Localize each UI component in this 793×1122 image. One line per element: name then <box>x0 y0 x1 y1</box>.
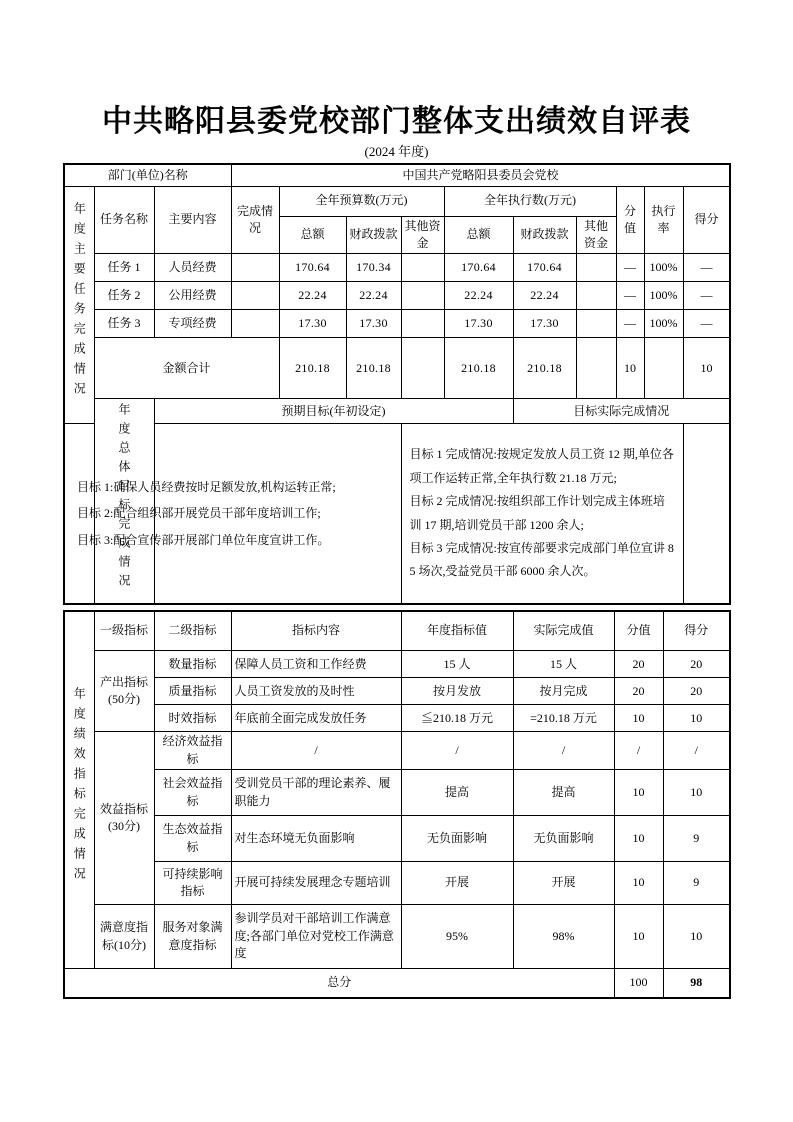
col-exec-total: 总额 <box>444 216 513 254</box>
tasks-header-row-1 <box>64 186 730 216</box>
goals-header-row <box>64 399 730 424</box>
task-exec-total: 17.30 <box>444 310 513 338</box>
indicator-content: 年底前全面完成发放任务 <box>231 705 401 732</box>
col-budget-group: 全年预算数(万元) <box>279 186 444 216</box>
indicator-score-value: 20 <box>614 678 663 705</box>
amount-total-label: 金额合计 <box>94 338 279 399</box>
indicator-score-value: 10 <box>614 905 663 969</box>
task-exec-other <box>576 282 616 310</box>
goals-side-label: 年度总体目标完成情况 <box>117 403 131 594</box>
indicator-target: 开展 <box>401 862 513 905</box>
grand-total-score: 98 <box>663 969 730 998</box>
indicator-target: 提高 <box>401 770 513 816</box>
indicator-row-quality <box>64 678 730 705</box>
task-row-3 <box>64 310 730 338</box>
total-budget-total: 210.18 <box>279 338 346 399</box>
task-exec-rate: 100% <box>644 310 683 338</box>
col-actual-value: 实际完成值 <box>513 611 614 651</box>
col-exec-group: 全年执行数(万元) <box>444 186 616 216</box>
col-budget-other: 其他资金 <box>401 216 444 254</box>
total-exec-fiscal: 210.18 <box>513 338 576 399</box>
total-exec-other <box>576 338 616 399</box>
indicator-score-value: 20 <box>614 651 663 678</box>
indicator-content: / <box>231 732 401 770</box>
task-completion <box>231 282 279 310</box>
actual-goal-1: 目标 1 完成情况:按规定发放人员工资 12 期,单位各项工作运转正常,全年执行数 21.18 万元; <box>409 447 674 485</box>
task-name: 任务 2 <box>94 282 154 310</box>
task-exec-total: 22.24 <box>444 282 513 310</box>
indicator-level2: 质量指标 <box>154 678 231 705</box>
indicator-score: 20 <box>663 678 730 705</box>
task-score-value: — <box>616 282 644 310</box>
task-budget-other <box>401 310 444 338</box>
indicator-actual: 无负面影响 <box>513 816 614 862</box>
indicator-level2: 服务对象满意度指标 <box>154 905 231 969</box>
total-budget-other <box>401 338 444 399</box>
col-indicator-content: 指标内容 <box>231 611 401 651</box>
indicator-score: / <box>663 732 730 770</box>
indicator-score-value: 10 <box>614 770 663 816</box>
indicator-content: 参训学员对干部培训工作满意度;各部门单位对党校工作满意度 <box>231 905 401 969</box>
indicator-target: 95% <box>401 905 513 969</box>
task-exec-other <box>576 310 616 338</box>
indicator-row-satisfaction <box>64 905 730 969</box>
indicator-row-timeliness <box>64 705 730 732</box>
indicator-content: 保障人员工资和工作经费 <box>231 651 401 678</box>
indicator-target: / <box>401 732 513 770</box>
task-content: 公用经费 <box>154 282 231 310</box>
indicator-level2: 时效指标 <box>154 705 231 732</box>
col-budget-fiscal: 财政拨款 <box>346 216 401 254</box>
col-budget-total: 总额 <box>279 216 346 254</box>
task-budget-fiscal: 22.24 <box>346 282 401 310</box>
dept-label: 部门(单位)名称 <box>64 164 231 186</box>
indicator-content: 开展可持续发展理念专题培训 <box>231 862 401 905</box>
task-exec-other <box>576 254 616 282</box>
task-exec-total: 170.64 <box>444 254 513 282</box>
indicator-score: 10 <box>663 770 730 816</box>
tasks-and-goals-table <box>63 163 731 605</box>
grand-total-label: 总分 <box>64 969 614 998</box>
indicator-actual: =210.18 万元 <box>513 705 614 732</box>
indicators-header-row <box>64 611 730 651</box>
indicator-target: 无负面影响 <box>401 816 513 862</box>
indicator-target: ≦210.18 万元 <box>401 705 513 732</box>
page-subtitle: (2024 年度) <box>364 144 429 159</box>
task-exec-rate: 100% <box>644 282 683 310</box>
total-exec-rate <box>644 338 683 399</box>
indicators-side-label: 年度绩效指标完成情况 <box>72 687 87 888</box>
actual-goals-cell <box>401 424 683 604</box>
indicator-score: 9 <box>663 816 730 862</box>
task-score: — <box>683 310 730 338</box>
col-exec-other: 其他资金 <box>576 216 616 254</box>
expected-goal-1: 目标 1:确保人员经费按时足额发放,机构运转正常; <box>77 479 336 494</box>
indicator-score-value: 10 <box>614 705 663 732</box>
indicator-actual: 15 人 <box>513 651 614 678</box>
col-score-value: 分值 <box>616 186 644 254</box>
indicator-score: 20 <box>663 651 730 678</box>
total-score: 10 <box>683 338 730 399</box>
indicator-score-value: 10 <box>614 816 663 862</box>
indicator-score-value: 10 <box>614 862 663 905</box>
indicators-table <box>63 610 731 999</box>
expected-goal-3: 目标 3:配合宣传部开展部门单位年度宣讲工作。 <box>77 532 330 547</box>
col-actual-goals: 目标实际完成情况 <box>513 399 730 424</box>
indicator-score-value: / <box>614 732 663 770</box>
total-score-value: 10 <box>616 338 644 399</box>
evaluation-table <box>63 163 729 999</box>
col-expected-goals: 预期目标(年初设定) <box>154 399 513 424</box>
indicator-actual: 98% <box>513 905 614 969</box>
indicator-content: 人员工资发放的及时性 <box>231 678 401 705</box>
indicator-level2: 社会效益指标 <box>154 770 231 816</box>
grand-total-row <box>64 969 730 998</box>
col-indicator-score-value: 分值 <box>614 611 663 651</box>
amount-total-row <box>64 338 730 399</box>
indicator-target: 按月发放 <box>401 678 513 705</box>
task-name: 任务 1 <box>94 254 154 282</box>
indicator-target: 15 人 <box>401 651 513 678</box>
task-completion <box>231 310 279 338</box>
task-score-value: — <box>616 254 644 282</box>
indicator-score: 10 <box>663 905 730 969</box>
indicator-score: 9 <box>663 862 730 905</box>
total-budget-fiscal: 210.18 <box>346 338 401 399</box>
indicator-level2: 经济效益指标 <box>154 732 231 770</box>
task-budget-other <box>401 254 444 282</box>
task-budget-other <box>401 282 444 310</box>
task-name: 任务 3 <box>94 310 154 338</box>
group-satisfaction-indicators: 满意度指标(10分) <box>94 905 154 969</box>
indicator-score: 10 <box>663 705 730 732</box>
col-level2: 二级指标 <box>154 611 231 651</box>
actual-goal-2: 目标 2 完成情况:按组织部工作计划完成主体班培训 17 期,培训党员干部 1200 余人; <box>409 494 665 532</box>
task-budget-fiscal: 170.34 <box>346 254 401 282</box>
dept-row <box>64 164 730 186</box>
task-content: 人员经费 <box>154 254 231 282</box>
task-budget-total: 17.30 <box>279 310 346 338</box>
indicator-actual: / <box>513 732 614 770</box>
task-exec-fiscal: 170.64 <box>513 254 576 282</box>
indicator-row-social <box>64 770 730 816</box>
indicator-actual: 按月完成 <box>513 678 614 705</box>
task-budget-total: 22.24 <box>279 282 346 310</box>
tasks-side-label: 年度主要任务完成情况 <box>72 202 87 403</box>
grand-total-score-value: 100 <box>614 969 663 998</box>
col-task-name: 任务名称 <box>94 186 154 254</box>
indicator-content: 对生态环境无负面影响 <box>231 816 401 862</box>
indicator-row-sustainability <box>64 862 730 905</box>
task-row-2 <box>64 282 730 310</box>
indicator-level2: 生态效益指标 <box>154 816 231 862</box>
task-exec-fiscal: 22.24 <box>513 282 576 310</box>
indicator-level2: 可持续影响指标 <box>154 862 231 905</box>
indicator-actual: 提高 <box>513 770 614 816</box>
col-level1: 一级指标 <box>94 611 154 651</box>
col-exec-rate: 执行率 <box>644 186 683 254</box>
group-output-indicators: 产出指标(50分) <box>94 651 154 732</box>
col-main-content: 主要内容 <box>154 186 231 254</box>
task-budget-fiscal: 17.30 <box>346 310 401 338</box>
group-benefit-indicators: 效益指标(30分) <box>94 732 154 905</box>
task-budget-total: 170.64 <box>279 254 346 282</box>
indicator-row-quantity <box>64 651 730 678</box>
goals-content-row <box>64 424 730 604</box>
task-content: 专项经费 <box>154 310 231 338</box>
indicator-content: 受训党员干部的理论素养、履职能力 <box>231 770 401 816</box>
indicators-side-label-cell <box>64 611 94 969</box>
dept-value: 中国共产党略阳县委员会党校 <box>231 164 730 186</box>
col-completion: 完成情况 <box>231 186 279 254</box>
task-row-1 <box>64 254 730 282</box>
col-target-value: 年度指标值 <box>401 611 513 651</box>
task-score: — <box>683 282 730 310</box>
expected-goal-2: 目标 2:配合组织部开展党员干部年度培训工作; <box>77 506 321 521</box>
tasks-side-label-cell <box>64 186 94 424</box>
col-exec-fiscal: 财政拨款 <box>513 216 576 254</box>
total-exec-total: 210.18 <box>444 338 513 399</box>
task-exec-fiscal: 17.30 <box>513 310 576 338</box>
indicator-row-economic <box>64 732 730 770</box>
indicator-row-ecological <box>64 816 730 862</box>
task-exec-rate: 100% <box>644 254 683 282</box>
task-completion <box>231 254 279 282</box>
indicator-actual: 开展 <box>513 862 614 905</box>
task-score-value: — <box>616 310 644 338</box>
indicator-level2: 数量指标 <box>154 651 231 678</box>
page-title: 中共略阳县委党校部门整体支出绩效自评表 <box>102 105 691 138</box>
expected-goals-cell <box>64 424 401 604</box>
task-score: — <box>683 254 730 282</box>
actual-goal-3: 目标 3 完成情况:按宣传部要求完成部门单位宣讲 85 场次,受益党员干部 6000 余人次。 <box>409 540 674 579</box>
col-indicator-score: 得分 <box>663 611 730 651</box>
col-score: 得分 <box>683 186 730 254</box>
